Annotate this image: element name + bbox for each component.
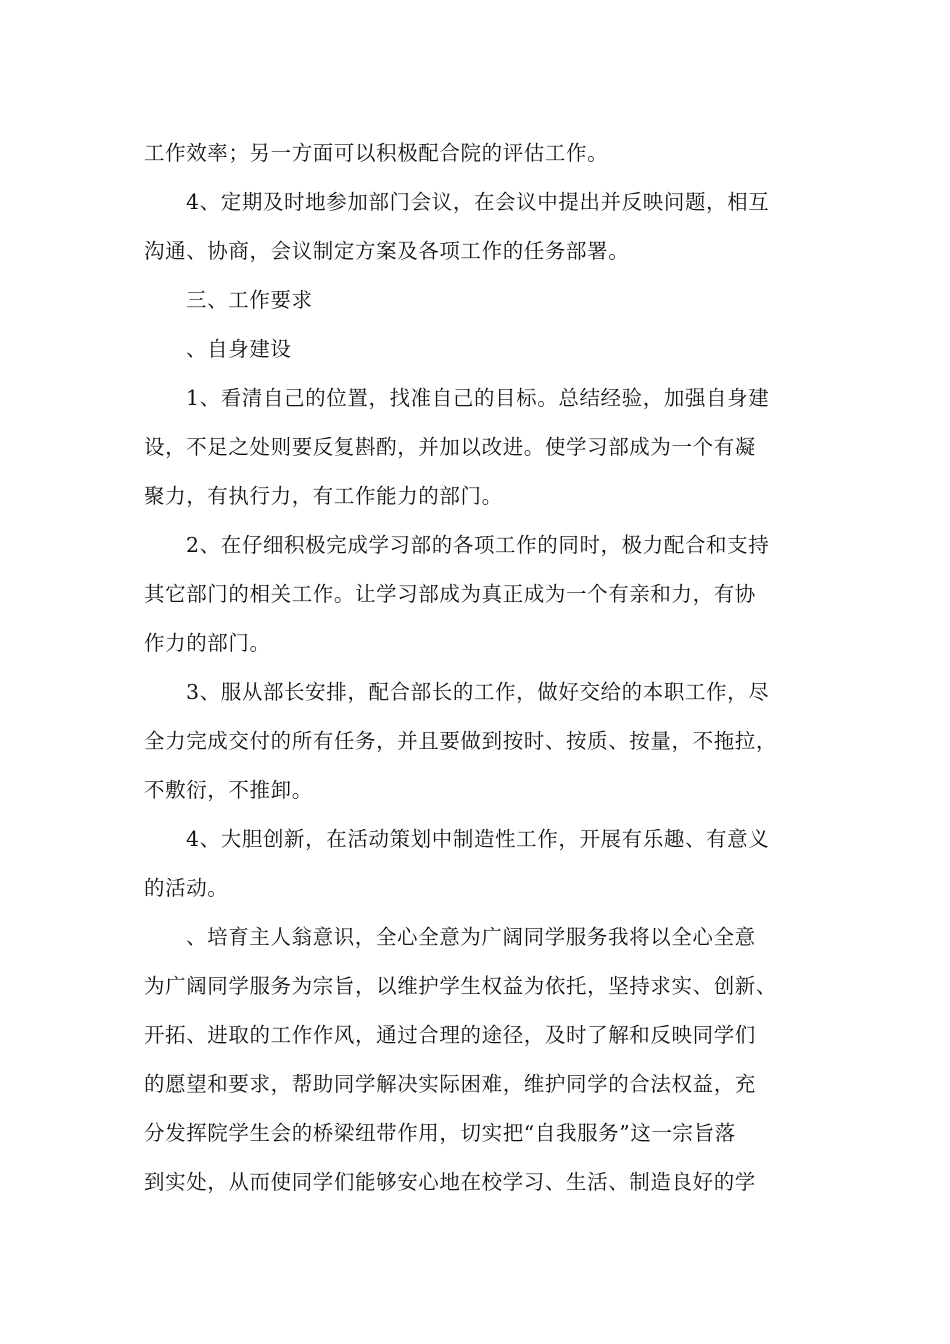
text-line: 设，不足之处则要反复斟酌，并加以改进。使学习部成为一个有凝 [144,435,756,459]
text-line: 全力完成交付的所有任务，并且要做到按时、按质、按量，不拖拉， [144,729,777,753]
text-line: 、培育主人翁意识，全心全意为广阔同学服务我将以全心全意 [186,925,756,949]
text-line: 为广阔同学服务为宗旨，以维护学生权益为依托，坚持求实、创新、 [144,974,777,998]
text-line: 到实处，从而使同学们能够安心地在校学习、生活、制造良好的学 [144,1170,756,1194]
text-line: 4、大胆创新，在活动策划中制造性工作，开展有乐趣、有意义 [186,827,770,851]
text-line: 4、定期及时地参加部门会议，在会议中提出并反映问题，相互 [186,190,770,214]
text-line: 不敷衍，不推卸。 [144,778,313,802]
text-line: 沟通、协商，会议制定方案及各项工作的任务部署。 [144,239,630,263]
text-line: 1、看清自己的位置，找准自己的目标。总结经验，加强自身建 [186,386,770,410]
paragraph [144,378,814,525]
paragraph [144,672,814,819]
paragraph [144,280,814,329]
text-line: 作力的部门。 [144,631,271,655]
text-line: 2、在仔细积极完成学习部的各项工作的同时，极力配合和支持 [186,533,770,557]
paragraph [144,917,814,1211]
text-line: 分发挥院学生会的桥梁纽带作用，切实把“自我服务”这一宗旨落 [144,1121,736,1145]
paragraph [144,525,814,672]
text-line: 的活动。 [144,876,229,900]
paragraph [144,819,814,917]
text-line: 3、服从部长安排，配合部长的工作，做好交给的本职工作，尽 [186,680,770,704]
paragraph [144,182,814,280]
text-line: 的愿望和要求，帮助同学解决实际困难，维护同学的合法权益，充 [144,1072,756,1096]
paragraph [144,133,814,182]
text-line: 三、工作要求 [186,288,313,312]
paragraph [144,329,814,378]
text-line: 其它部门的相关工作。让学习部成为真正成为一个有亲和力，有协 [144,582,756,606]
text-line: 、自身建设 [186,337,292,361]
text-line: 工作效率；另一方面可以积极配合院的评估工作。 [144,141,609,165]
text-line: 开拓、进取的工作作风，通过合理的途径，及时了解和反映同学们 [144,1023,756,1047]
text-line: 聚力，有执行力，有工作能力的部门。 [144,484,503,508]
document-body [144,133,814,1211]
